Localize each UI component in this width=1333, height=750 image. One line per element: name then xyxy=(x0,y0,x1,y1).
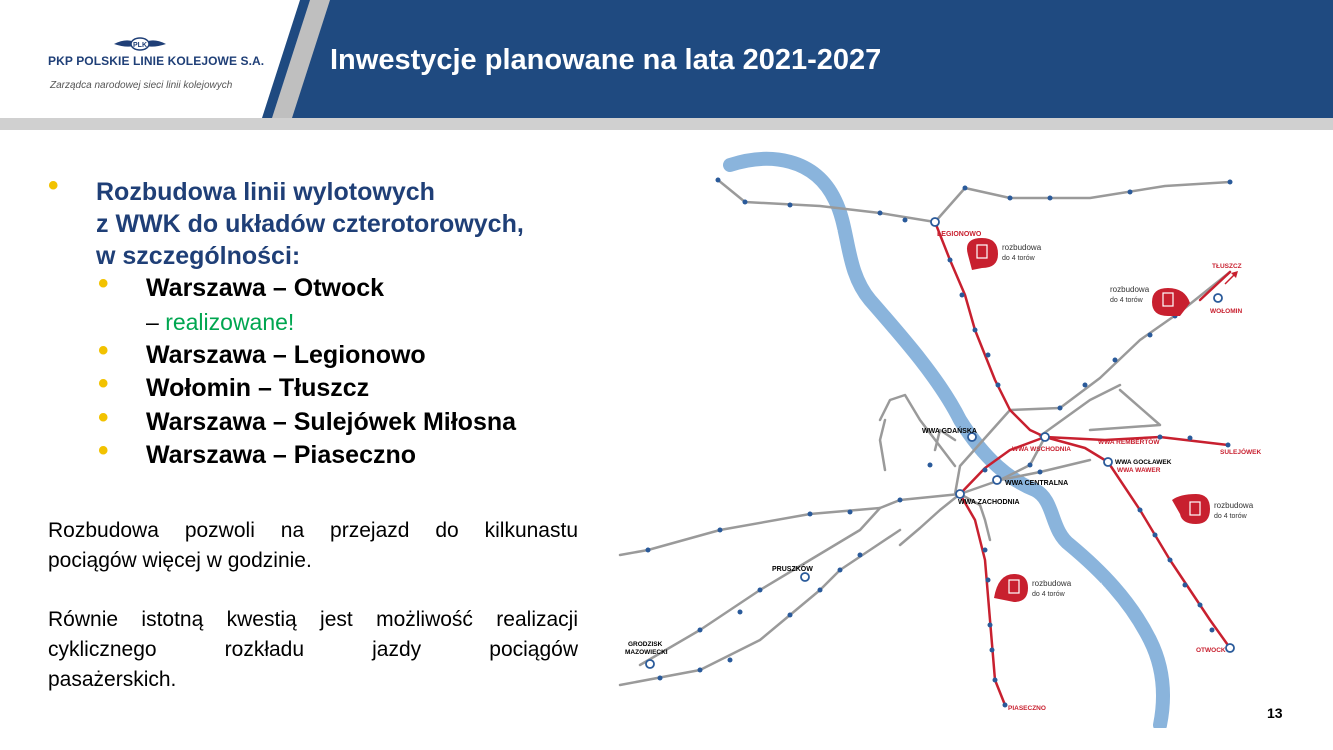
bullet-main xyxy=(48,169,588,272)
callout-text: rozbudowa xyxy=(1032,579,1072,588)
bullet-sub-cont-prefix: – xyxy=(146,308,166,335)
label-tluszcz: TŁUSZCZ xyxy=(1212,263,1242,270)
bullet-sub xyxy=(48,367,588,406)
callout-otwock xyxy=(1172,494,1254,524)
rail-network-map xyxy=(615,148,1333,728)
label-wwa-wschodnia: WWA WSCHODNIA xyxy=(1012,446,1071,453)
bullet-main-line: Rozbudowa linii wylotowych xyxy=(96,178,435,206)
plk-logo-icon xyxy=(112,36,168,56)
bullet-sub-text: Warszawa – Piaseczno xyxy=(146,441,417,469)
callout-text: do 4 torów xyxy=(1214,513,1247,520)
bullet-dot-icon: • xyxy=(48,169,59,202)
label-grodzisk: GRODZISK xyxy=(628,641,663,648)
bullet-sub-continuation xyxy=(48,306,588,339)
bullet-main-line: w szczególności: xyxy=(96,242,301,270)
bullet-list xyxy=(48,169,588,473)
paragraph-line: Rozbudowa pozwoli na przejazd do kilkunastu xyxy=(48,519,578,542)
callout-text: do 4 torów xyxy=(1110,297,1143,304)
label-sulejowek: SULEJÓWEK xyxy=(1220,449,1262,456)
page-title: Inwestycje planowane na lata 2021-2027 xyxy=(330,44,882,76)
paragraph-line: cyklicznego rozkładu jazdy pociągów xyxy=(48,638,578,661)
callout-text: rozbudowa xyxy=(1002,243,1042,252)
callout-wolomin xyxy=(1110,285,1190,316)
label-wwa-rembertow: WWA REMBERTÓW xyxy=(1098,439,1160,446)
bullet-sub-text: Wołomin – Tłuszcz xyxy=(146,374,370,402)
label-wwa-wawer: WWA WAWER xyxy=(1117,467,1161,474)
label-wwa-goclawek: WWA GOCŁAWEK xyxy=(1115,459,1172,466)
river-label: Wisła xyxy=(828,220,839,237)
bullet-sub xyxy=(48,267,588,306)
bullet-sub xyxy=(48,434,588,473)
river-label: Wisła xyxy=(1096,582,1110,599)
label-grodzisk-2: MAZOWIECKI xyxy=(625,649,668,656)
bullet-sub xyxy=(48,333,588,373)
company-tagline: Zarządca narodowej sieci linii kolejowych xyxy=(50,80,233,91)
bullet-sub-text: Warszawa – Otwock xyxy=(146,274,385,302)
bullet-dot-icon: • xyxy=(98,333,109,367)
callout-text: do 4 torów xyxy=(1002,255,1035,262)
bullet-dot-icon: • xyxy=(98,400,109,434)
label-legionowo: LEGIONOWO xyxy=(937,231,982,238)
bullet-sub-text: Warszawa – Sulejówek Miłosna xyxy=(146,407,517,436)
header-stripe xyxy=(0,118,1333,130)
bullet-dot-icon: • xyxy=(98,267,109,300)
page-number: 13 xyxy=(1267,705,1283,721)
callout-legionowo xyxy=(967,238,1042,270)
upgraded-lines xyxy=(935,222,1230,705)
status-realizowane: realizowane! xyxy=(165,308,295,335)
callout-text: do 4 torów xyxy=(1032,591,1065,598)
paragraph-line: Równie istotną kwestią jest możliwość realizacji xyxy=(48,608,578,631)
label-wwa-centralna: WWA CENTRALNA xyxy=(1005,480,1069,487)
callout-text: rozbudowa xyxy=(1214,501,1254,510)
header xyxy=(0,0,1333,130)
callout-piaseczno xyxy=(994,574,1072,602)
company-name: PKP POLSKIE LINIE KOLEJOWE S.A. xyxy=(48,54,265,68)
bullet-dot-icon: • xyxy=(98,434,109,467)
bullet-dot-icon: • xyxy=(98,367,109,400)
label-piaseczno: PIASECZNO xyxy=(1008,705,1046,712)
bullet-sub-text: Warszawa – Legionowo xyxy=(146,340,426,369)
paragraph-capacity xyxy=(48,516,578,576)
paragraph-cyclic xyxy=(48,605,578,695)
bullet-main-line: z WWK do układów czterotorowych, xyxy=(96,210,524,238)
label-wwa-gdanska: WWA GDAŃSKA xyxy=(922,428,977,435)
paragraph-line: pasażerskich. xyxy=(48,668,177,691)
label-wwa-zachodnia: WWA ZACHODNIA xyxy=(958,499,1020,506)
bullet-sub xyxy=(48,400,588,440)
plk-logo-text: PLK xyxy=(133,42,147,49)
label-pruszkow: PRUSZKÓW xyxy=(772,566,813,573)
paragraph-line: pociągów więcej w godzinie. xyxy=(48,549,312,572)
label-otwock: OTWOCK xyxy=(1196,647,1226,654)
label-wolomin: WOŁOMIN xyxy=(1210,308,1243,315)
callout-text: rozbudowa xyxy=(1110,285,1150,294)
